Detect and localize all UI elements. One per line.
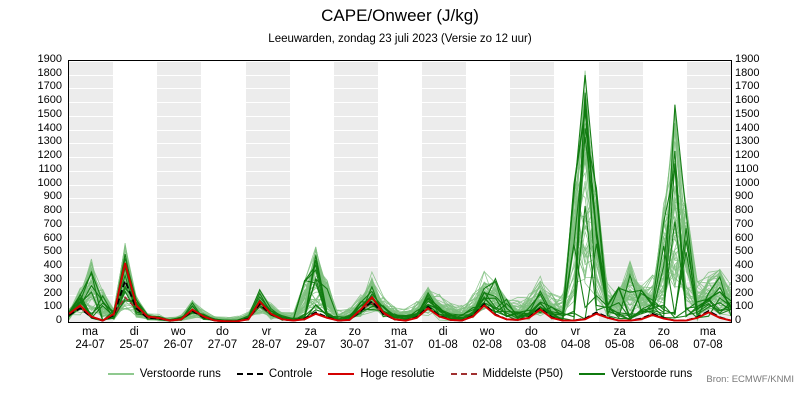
y-tick-label: 200 — [43, 286, 62, 299]
x-tick-label — [376, 326, 422, 352]
x-tick-label — [420, 326, 466, 352]
series-line — [69, 93, 731, 321]
y-tick-label: 700 — [735, 217, 754, 230]
series-line — [69, 98, 731, 321]
x-tick-date: 28-07 — [251, 339, 282, 351]
x-tick-day: ma — [82, 326, 99, 338]
y-tick-label: 1800 — [37, 66, 62, 79]
x-tick-date: 24-07 — [75, 339, 105, 351]
y-tick-label: 1900 — [37, 53, 62, 65]
series-line — [69, 186, 731, 321]
y-tick-label: 600 — [43, 231, 62, 244]
y-tick-label: 1500 — [37, 107, 62, 120]
series-line — [69, 114, 731, 321]
legend-item[interactable] — [579, 368, 692, 380]
x-tick-date: 04-08 — [560, 339, 591, 351]
legend-item[interactable] — [237, 368, 312, 380]
y-tick-label: 400 — [735, 259, 754, 272]
y-tick-label: 1300 — [735, 135, 760, 148]
legend-item[interactable] — [451, 368, 564, 380]
y-tick-label: 1900 — [735, 53, 760, 65]
y-tick-label: 1600 — [37, 94, 62, 107]
x-tick-date: 30-07 — [340, 339, 370, 351]
x-tick-day: di — [129, 326, 139, 338]
series-line — [69, 111, 731, 320]
page-title: CAPE/Onweer (J/kg) — [321, 6, 479, 25]
chart-subtitle: Leeuwarden, zondag 23 juli 2023 (Versie zo 12 uur) — [268, 33, 532, 45]
x-tick-day: za — [613, 326, 626, 338]
x-tick-day: do — [216, 326, 229, 338]
x-tick-day: zo — [348, 326, 361, 338]
y-tick-label: 800 — [735, 204, 754, 217]
y-tick-label: 100 — [43, 300, 62, 313]
chart-curves — [69, 61, 731, 322]
y-tick-label: 400 — [43, 259, 62, 272]
source-credit: Bron: ECMWF/KNMI — [706, 374, 794, 385]
y-tick-label: 300 — [43, 272, 62, 285]
series-line — [69, 108, 731, 320]
series-line — [69, 124, 731, 320]
series-line — [69, 93, 731, 321]
legend-label: Verstoorde runs — [611, 368, 693, 380]
x-tick-day: do — [524, 326, 538, 338]
y-tick-label: 1200 — [735, 149, 760, 162]
series-line — [69, 97, 731, 320]
y-tick-label: 500 — [735, 245, 754, 258]
y-tick-label: 0 — [55, 314, 62, 326]
series-line — [69, 139, 731, 321]
x-tick-date: 25-07 — [119, 339, 149, 351]
x-tick-day: vr — [261, 326, 272, 338]
x-tick-label — [597, 326, 643, 352]
x-tick-date: 06-08 — [649, 339, 679, 351]
x-tick-date: 02-08 — [472, 339, 502, 351]
legend-swatch-icon — [237, 373, 263, 375]
x-tick-label — [641, 326, 687, 352]
series-line — [69, 193, 731, 321]
x-tick-day: wo — [479, 326, 495, 338]
x-tick-date: 07-08 — [693, 339, 723, 351]
legend-swatch-icon — [328, 373, 354, 375]
x-tick-date: 27-07 — [207, 339, 238, 351]
y-tick-label: 1200 — [37, 149, 62, 162]
x-tick-day: za — [304, 326, 317, 338]
x-tick-date: 31-07 — [384, 339, 414, 351]
y-tick-label: 200 — [735, 286, 754, 299]
y-tick-label: 900 — [735, 190, 754, 203]
series-line — [69, 209, 731, 320]
series-line — [69, 112, 731, 321]
x-tick-label — [244, 326, 290, 352]
y-tick-label: 700 — [43, 217, 62, 230]
x-tick-label — [464, 326, 510, 352]
x-tick-label — [111, 326, 157, 352]
x-tick-date: 26-07 — [163, 339, 194, 351]
plot-area — [68, 60, 732, 323]
y-tick-label: 1600 — [735, 94, 760, 107]
x-tick-label — [508, 326, 554, 352]
y-tick-label: 1700 — [735, 80, 760, 93]
y-tick-label: 100 — [735, 300, 754, 313]
y-tick-label: 1100 — [735, 162, 759, 175]
y-tick-label: 1500 — [735, 107, 760, 120]
x-tick-label — [288, 326, 334, 352]
legend-swatch-icon — [108, 373, 134, 375]
y-tick-label: 500 — [43, 245, 62, 258]
x-tick-label — [332, 326, 378, 352]
y-tick-label: 800 — [43, 204, 62, 217]
x-tick-label — [67, 326, 113, 352]
legend-item[interactable] — [328, 368, 434, 380]
x-tick-label — [685, 326, 731, 352]
x-tick-date: 29-07 — [296, 339, 326, 351]
x-tick-date: 03-08 — [516, 339, 547, 351]
x-tick-day: ma — [699, 326, 716, 338]
legend-label: Verstoorde runs — [139, 368, 221, 380]
series-line — [69, 132, 731, 321]
x-tick-day: wo — [170, 326, 186, 338]
legend-swatch-icon — [451, 373, 477, 375]
series-line — [69, 124, 731, 320]
y-tick-label: 1700 — [37, 80, 62, 93]
y-tick-label: 300 — [735, 272, 754, 285]
legend-label: Middelste (P50) — [482, 368, 564, 380]
x-tick-label — [553, 326, 599, 352]
x-tick-date: 01-08 — [428, 339, 458, 351]
legend-item[interactable] — [108, 368, 221, 380]
y-tick-label: 600 — [735, 231, 754, 244]
x-tick-day: ma — [391, 326, 407, 338]
x-tick-day: vr — [570, 326, 581, 338]
y-tick-label: 900 — [43, 190, 62, 203]
y-tick-label: 1400 — [37, 121, 62, 134]
legend-swatch-icon — [579, 373, 605, 375]
y-tick-label: 1400 — [735, 121, 760, 134]
y-tick-label: 1800 — [735, 66, 760, 79]
series-line — [69, 137, 731, 321]
legend-label: Controle — [268, 368, 313, 380]
series-line — [69, 90, 731, 321]
y-tick-label: 0 — [735, 314, 742, 326]
legend-label: Hoge resolutie — [360, 368, 435, 380]
y-tick-label: 1000 — [37, 176, 62, 189]
chart-legend — [0, 368, 800, 380]
y-tick-label: 1000 — [735, 176, 760, 189]
x-tick-label — [155, 326, 201, 352]
x-tick-label — [199, 326, 245, 352]
x-tick-day: di — [438, 326, 448, 338]
x-tick-day: zo — [657, 326, 670, 338]
y-tick-label: 1100 — [38, 162, 62, 175]
x-tick-date: 05-08 — [604, 339, 635, 351]
y-tick-label: 1300 — [37, 135, 62, 148]
series-line — [69, 190, 731, 322]
